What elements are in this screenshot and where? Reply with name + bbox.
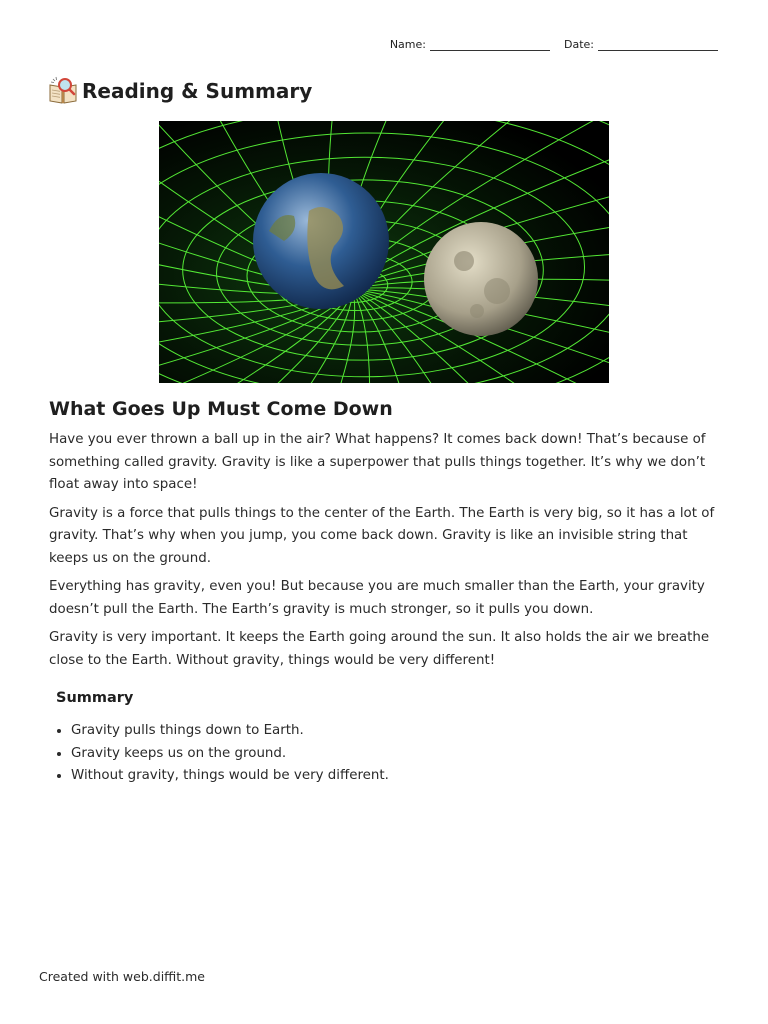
list-item: • Gravity pulls things down to Earth. [71,720,389,743]
page-header [48,76,312,106]
date-line [598,40,718,51]
name-date-fields [390,38,718,51]
paragraph: Gravity is very important. It keeps the Earth going around the sun. It also holds the air we breathe close to the Earth. Without gravity, things would be very different! [49,630,710,668]
earth-moon-spacetime-grid-image [159,121,609,383]
date-label: Date: [564,38,594,51]
moon-shape [424,222,538,336]
paragraph: Gravity is a force that pulls things to the center of the Earth. The Earth is very big, so it has a lot of gravity. That’s why when you jump, you come back down. Gravity is like an invisible string that keeps us on the ground. [49,505,715,566]
date-field[interactable] [564,38,718,51]
list-item: • Without gravity, things would be very different. [71,765,389,788]
book-magnifier-icon [48,76,78,106]
page-title: Reading & Summary [82,79,313,103]
article-title: What Goes Up Must Come Down [49,398,393,420]
name-label: Name: [389,38,426,51]
paragraph: Everything has gravity, even you! But because you are much smaller than the Earth, your gravity doesn’t pull the Earth. The Earth’s gravity is much stronger, so it pulls you down. [49,579,705,617]
name-line [430,40,550,51]
footer-credit: Created with web.diffit.me [39,969,205,984]
name-field[interactable] [390,38,550,51]
summary-list [49,720,389,788]
list-item: • Gravity keeps us on the ground. [71,743,389,766]
article-body [49,429,725,678]
paragraph: Have you ever thrown a ball up in the air? What happens? It comes back down! That’s because of something called gravity. Gravity is like a superpower that pulls things together. It’s why we don’t float away into space! [49,432,706,492]
summary-heading: Summary [56,690,134,706]
